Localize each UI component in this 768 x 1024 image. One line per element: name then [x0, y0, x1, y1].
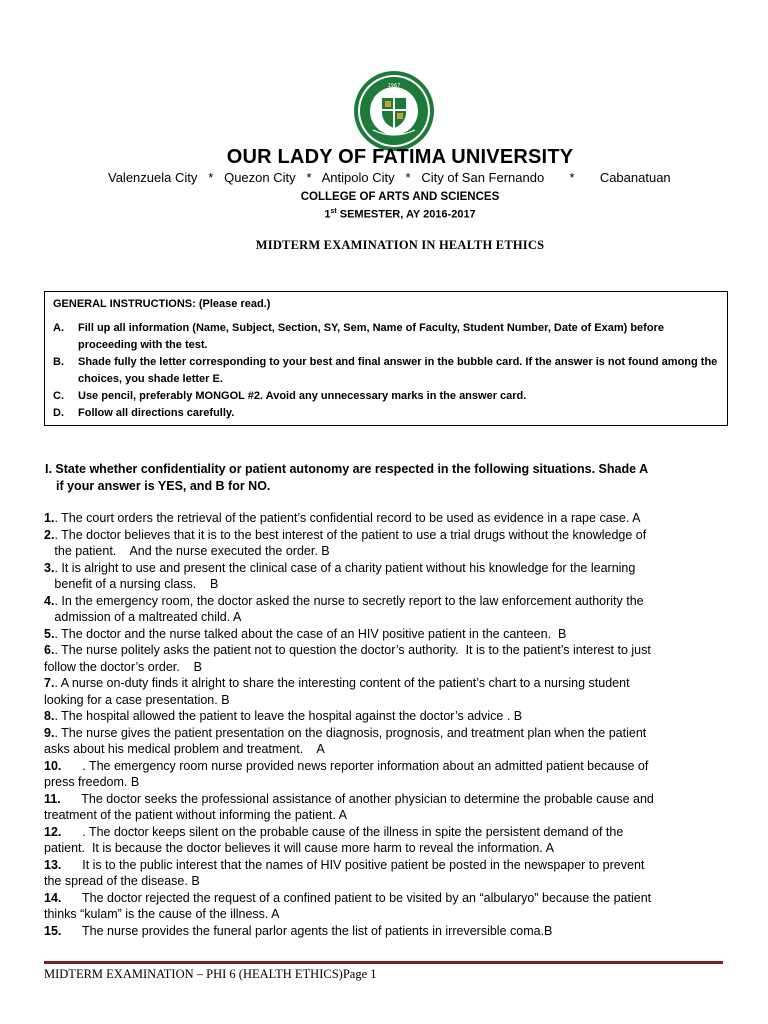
question-text: . The nurse gives the patient presentation on the diagnosis, prognosis, and treatment plan when the patient	[54, 725, 647, 740]
question-text: the spread of the disease. B	[44, 874, 200, 888]
instruction-item	[53, 354, 719, 388]
university-seal-logo	[353, 70, 435, 152]
question-text: . The doctor and the nurse talked about the case of an HIV positive patient in the canteen. B	[54, 626, 567, 641]
question-number: 7.	[44, 676, 55, 690]
question-line	[44, 609, 734, 626]
question-number: 14.	[44, 890, 62, 905]
question-text: . The hospital allowed the patient to leave the hospital against the doctor’s advice . B	[54, 709, 523, 723]
instruction-text: Follow all directions carefully.	[78, 407, 235, 419]
instruction-letter: B.	[53, 356, 64, 368]
question-line	[44, 890, 734, 907]
question-line	[44, 873, 734, 890]
instruction-text: Fill up all information (Name, Subject, Section, SY, Sem, Name of Faculty, Student Number, Date of Exam) before proceeding with the test.	[78, 322, 664, 351]
question-number: 8.	[44, 709, 55, 723]
question-line	[44, 741, 734, 758]
question-line	[44, 725, 734, 742]
seal-year: 1967	[387, 83, 401, 89]
question-text: looking for a case presentation. B	[44, 692, 230, 707]
question-line	[44, 560, 734, 577]
instruction-letter: D.	[53, 407, 64, 419]
question-line	[44, 659, 734, 676]
question-number: 11.	[44, 791, 61, 806]
question-text: The doctor seeks the professional assistance of another physician to determine the probable cause and	[60, 791, 654, 806]
question-line	[44, 774, 734, 791]
question-line	[44, 840, 734, 857]
page-footer: MIDTERM EXAMINATION – PHI 6 (HEALTH ETHICS)Page 1	[44, 967, 377, 981]
question-text: . A nurse on-duty finds it alright to share the interesting content of the patient’s chart to a nursing student	[54, 676, 630, 690]
question-text: . In the emergency room, the doctor asked the nurse to secretly report to the law enforcement authority the	[54, 593, 644, 608]
instruction-letter: A.	[53, 322, 64, 334]
semester-line	[0, 208, 768, 221]
campus-list: Valenzuela City * Quezon City * Antipolo City * City of San Fernando * Cabanatuan	[108, 170, 671, 185]
part-one-heading-line2: if your answer is YES, and B for NO.	[56, 479, 271, 493]
instruction-item	[53, 388, 719, 405]
question-text: . The doctor keeps silent on the probable cause of the illness in spite the persistent demand of the	[61, 824, 624, 839]
question-number: 9.	[44, 725, 55, 740]
question-line	[44, 626, 734, 643]
part-one-heading	[45, 461, 735, 495]
question-line	[44, 576, 734, 593]
general-instructions-box	[44, 291, 728, 426]
question-text: The doctor rejected the request of a confined patient to be visited by an “albularyo” because the patient	[61, 890, 652, 905]
part-one-heading-line1: I. State whether confidentiality or patient autonomy are respected in the following situations. Shade A	[45, 462, 649, 476]
question-line	[44, 642, 734, 659]
question-text: the patient. And the nurse executed the order. B	[44, 544, 330, 558]
question-line	[44, 708, 734, 725]
instructions-title: GENERAL INSTRUCTIONS: (Please read.)	[53, 298, 271, 310]
question-text: follow the doctor’s order. B	[44, 659, 202, 674]
question-number: 1.	[44, 511, 55, 525]
question-line	[44, 791, 734, 808]
question-list	[44, 510, 734, 939]
question-number: 4.	[44, 593, 55, 608]
question-text: treatment of the patient without informing the patient. A	[44, 808, 347, 822]
question-number: 13.	[44, 857, 62, 872]
question-text: patient. It is because the doctor believes it will cause more harm to reveal the information. A	[44, 841, 554, 855]
question-number: 6.	[44, 643, 55, 657]
instruction-letter: C.	[53, 390, 64, 402]
question-number: 12.	[44, 824, 62, 839]
question-line	[44, 527, 734, 544]
question-line	[44, 923, 734, 940]
question-text: . The doctor believes that it is to the best interest of the patient to use a trial drugs without the knowledge of	[54, 527, 647, 542]
question-line	[44, 593, 734, 610]
question-line	[44, 692, 734, 709]
question-line	[44, 543, 734, 560]
question-line	[44, 857, 734, 874]
question-line	[44, 824, 734, 841]
question-number: 3.	[44, 560, 55, 575]
question-number: 10.	[44, 758, 62, 773]
question-text: admission of a maltreated child. A	[44, 610, 242, 624]
question-number: 15.	[44, 923, 62, 938]
question-line	[44, 758, 734, 775]
instruction-text: Shade fully the letter corresponding to your best and final answer in the bubble card. If the answer is not found among the choices, you shade letter E.	[78, 356, 718, 385]
question-text: . The nurse politely asks the patient not to question the doctor’s authority. It is to the patient’s interest to just	[54, 643, 651, 657]
instruction-text: Use pencil, preferably MONGOL #2. Avoid any unnecessary marks in the answer card.	[78, 390, 527, 402]
question-number: 5.	[44, 626, 55, 641]
question-text: asks about his medical problem and treatment. A	[44, 742, 325, 756]
question-text: . It is alright to use and present the clinical case of a charity patient without his knowledge for the learning	[54, 560, 636, 575]
exam-title: MIDTERM EXAMINATION IN HEALTH ETHICS	[255, 238, 545, 252]
question-text: press freedom. B	[44, 775, 140, 789]
question-text: . The emergency room nurse provided news reporter information about an admitted patient because of	[61, 758, 649, 773]
question-line	[44, 906, 734, 923]
question-number: 2.	[44, 527, 55, 542]
university-name: OUR LADY OF FATIMA UNIVERSITY	[226, 146, 574, 168]
footer-rule	[44, 961, 723, 964]
semester-suffix: st	[330, 208, 337, 215]
question-line	[44, 675, 734, 692]
question-text: thinks “kulam” is the cause of the illness. A	[44, 907, 280, 921]
college-name: COLLEGE OF ARTS AND SCIENCES	[300, 191, 500, 203]
question-text: . The court orders the retrieval of the patient’s confidential record to be used as evidence in a rape case. A	[54, 511, 641, 525]
question-line	[44, 510, 734, 527]
question-text: The nurse provides the funeral parlor agents the list of patients in irreversible coma.B	[61, 923, 553, 938]
question-text: benefit of a nursing class. B	[44, 577, 219, 591]
semester-text: SEMESTER, AY 2016-2017	[336, 208, 476, 221]
instruction-item	[53, 405, 719, 422]
question-line	[44, 807, 734, 824]
semester-number: 1	[324, 208, 331, 221]
instruction-item	[53, 320, 719, 354]
question-text: It is to the public interest that the names of HIV positive patient be posted in the newspaper to prevent	[61, 857, 645, 872]
